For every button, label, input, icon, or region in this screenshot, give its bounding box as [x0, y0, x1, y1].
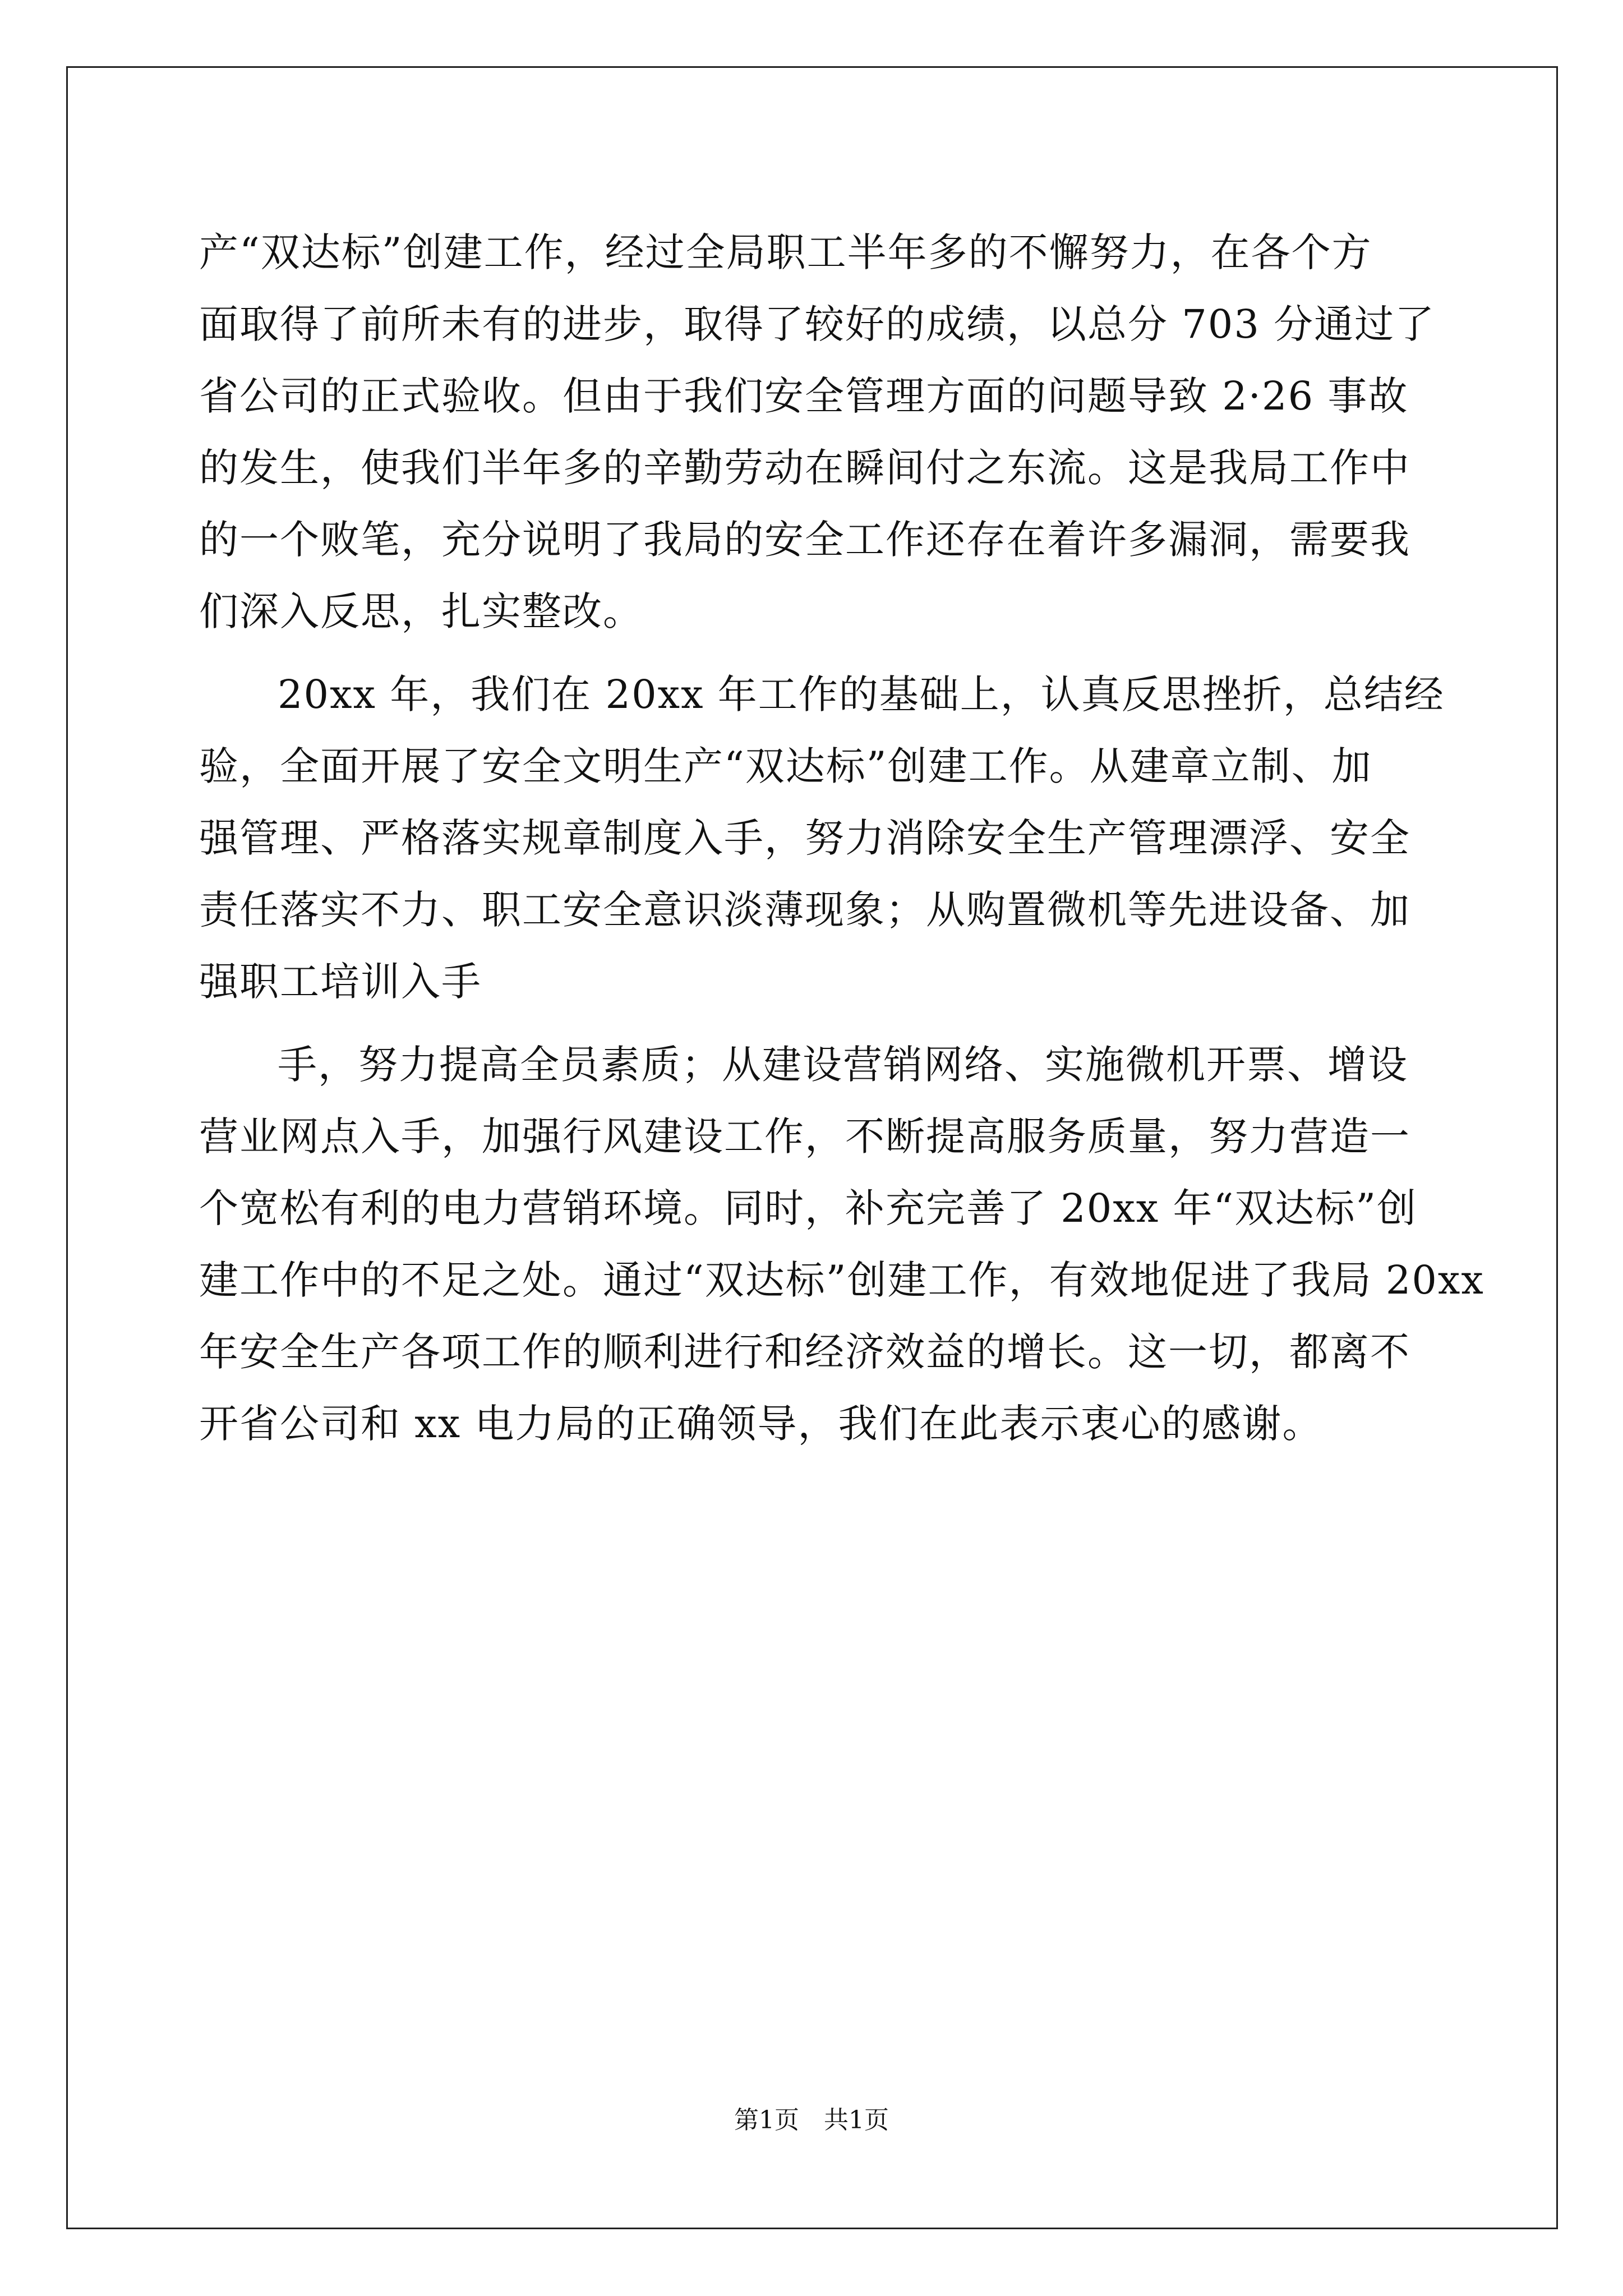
page-number-footer: 第1页 共1页	[734, 2106, 889, 2134]
text-line: 强职工培训入手	[199, 959, 482, 1005]
text-line: 个宽松有利的电力营销环境。同时，补充完善了 20xx 年“双达标”创	[199, 1185, 1418, 1231]
text-line: 产“双达标”创建工作，经过全局职工半年多的不懈努力，在各个方	[199, 229, 1372, 275]
text-line: 营业网点入手，加强行风建设工作，不断提高服务质量，努力营造一	[199, 1114, 1410, 1159]
text-line: 责任落实不力、职工安全意识淡薄现象；从购置微机等先进设备、加	[199, 887, 1410, 933]
text-line: 开省公司和 xx 电力局的正确领导，我们在此表示衷心的感谢。	[199, 1401, 1323, 1447]
text-line: 面取得了前所未有的进步，取得了较好的成绩，以总分 703 分通过了	[199, 301, 1436, 347]
text-line: 验，全面开展了安全文明生产“双达标”创建工作。从建章立制、加	[199, 743, 1372, 789]
text-line: 手，努力提高全员素质；从建设营销网络、实施微机开票、增设	[278, 1042, 1408, 1088]
text-line: 年安全生产各项工作的顺利进行和经济效益的增长。这一切，都离不	[199, 1329, 1410, 1375]
text-line: 的发生，使我们半年多的辛勤劳动在瞬间付之东流。这是我局工作中	[199, 445, 1410, 491]
text-line: 建工作中的不足之处。通过“双达标”创建工作，有效地促进了我局 20xx	[199, 1257, 1484, 1303]
text-line: 强管理、严格落实规章制度入手，努力消除安全生产管理漂浮、安全	[199, 815, 1410, 861]
text-line: 20xx 年，我们在 20xx 年工作的基础上，认真反思挫折，总结经	[278, 671, 1445, 717]
text-line: 省公司的正式验收。但由于我们安全管理方面的问题导致 2·26 事故	[199, 373, 1409, 419]
text-line: 的一个败笔，充分说明了我局的安全工作还存在着许多漏洞，需要我	[199, 517, 1410, 563]
text-line: 们深入反思，扎实整改。	[199, 588, 643, 634]
